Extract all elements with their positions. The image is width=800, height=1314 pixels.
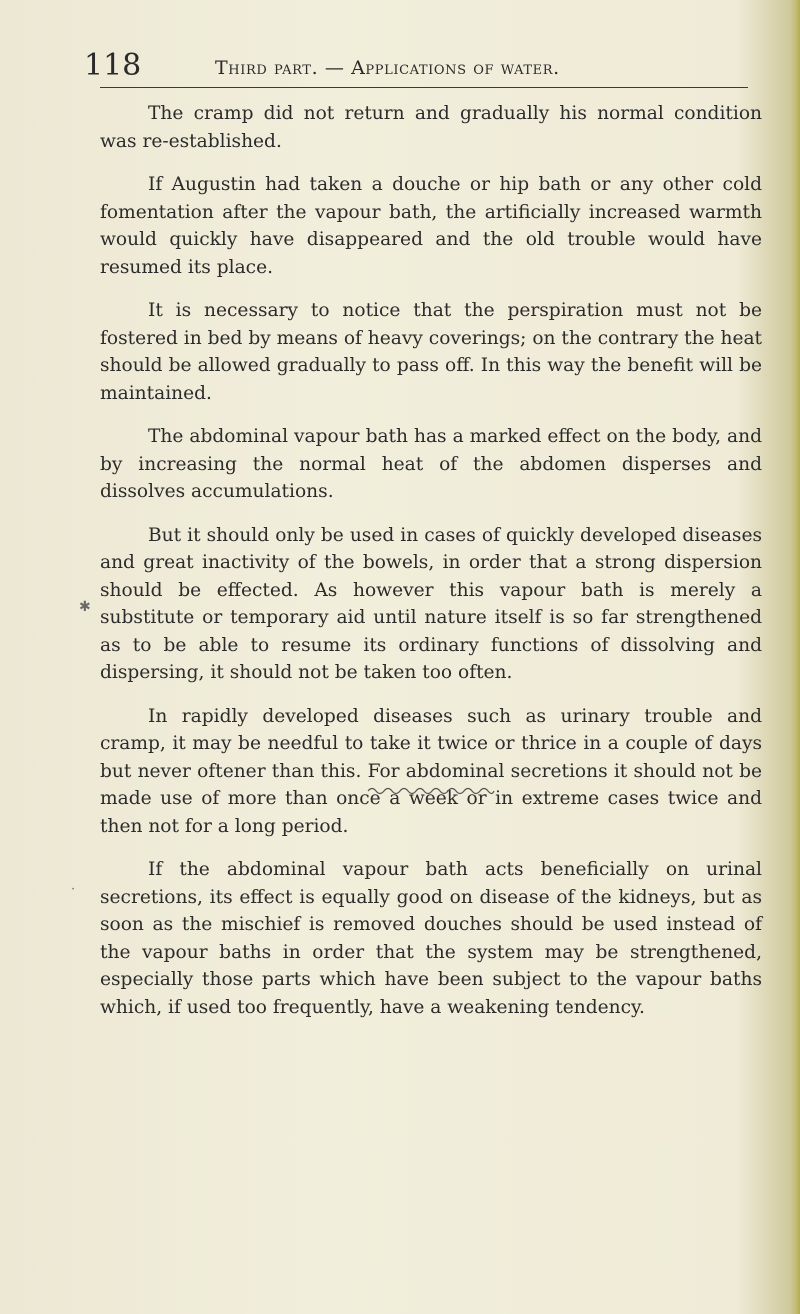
page-header [76, 46, 716, 86]
paragraph-1: The cramp did not return and gradually his normal condition was re-established. [100, 103, 762, 152]
wavy-line-ornament [366, 782, 496, 798]
running-title: Third part. — Applications of water. [215, 57, 560, 79]
header-rule [100, 87, 748, 88]
paragraph-2: If Augustin had taken a douche or hip bath or any other cold fomentation after the vapour bath, the artificially increased warmth would quickly have disappeared and the old trouble would have resumed its place. [100, 174, 762, 278]
paragraph-6: In rapidly developed diseases such as urinary trouble and cramp, it may be needful to take it twice or thrice in a couple of days but never oftener than this. For abdominal secretions it should not be made use of more than once a week or in extreme cases twice and then not for a long period. [100, 705, 762, 837]
paragraph-7: If the abdominal vapour bath acts beneficially on urinal secretions, its effect is equally good on disease of the kidneys, but as soon as the mischief is removed douches should be used instead of the vapour baths in order that the system may be strengthened, especially those parts which have been subject to the vapour baths which, if used too frequently, have a weakening tendency. [100, 859, 762, 1018]
page-edge-shadow [790, 0, 800, 1314]
paragraph-4: The abdominal vapour bath has a marked effect on the body, and by increasing the normal heat of the abdomen disperses and dissolves accumulations. [100, 426, 762, 502]
page-number: 118 [84, 48, 142, 83]
margin-dot-mark: · [71, 882, 76, 897]
paragraph-3: It is necessary to notice that the perspiration must not be fostered in bed by means of heavy coverings; on the contrary the heat should be allowed gradually to pass off. In this way the benefit will be maintained. [100, 300, 763, 404]
body-text [100, 100, 762, 1037]
paragraph-5: But it should only be used in cases of quickly developed diseases and great inactivity of the bowels, in order that a strong dispersion should be effected. As however this vapour bath is merely a substitute or temporary aid until nature itself is so far strengthened as to be able to resume its ordinary functions of dissolving and dispersing, it should not be taken too often. [100, 524, 762, 683]
margin-asterisk-mark: ✱ [79, 599, 91, 615]
